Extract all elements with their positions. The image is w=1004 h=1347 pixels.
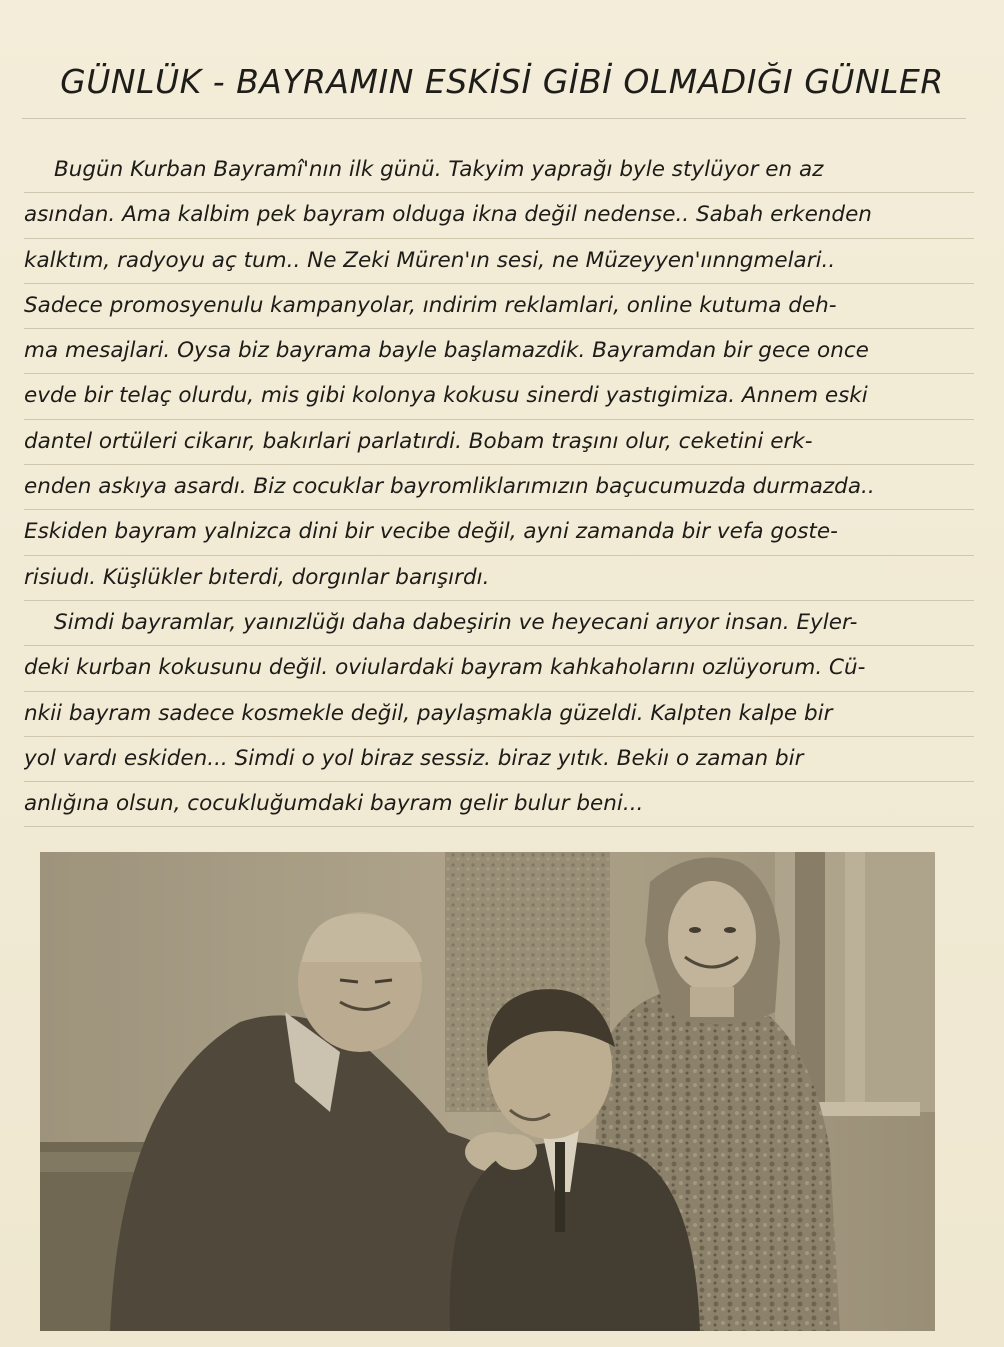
text-line: anlığına olsun, cocukluğumdaki bayram gelir bulur beni...	[24, 782, 974, 827]
family-photo	[40, 852, 935, 1331]
family-photo-icon	[40, 852, 935, 1331]
text-line: nkii bayram sadece kosmekle değil, paylaşmakla güzeldi. Kalpten kalpe bir	[24, 692, 974, 737]
text-line: evde bir telaç olurdu, mis gibi kolonya kokusu sinerdi yastıgimiza. Annem eski	[24, 374, 974, 419]
title-rule	[22, 118, 966, 119]
text-line: asından. Ama kalbim pek bayram olduga ikna değil nedense.. Sabah erkenden	[24, 193, 974, 238]
text-line: risiudı. Küşlükler bıterdi, dorgınlar barışırdı.	[24, 556, 974, 601]
text-line: Bugün Kurban Bayramî'nın ilk günü. Takyim yaprağı byle stylüyor en az	[24, 148, 974, 193]
text-line: yol vardı eskiden... Simdi o yol biraz sessiz. biraz yıtık. Bekiı o zaman bir	[24, 737, 974, 782]
diary-text	[24, 148, 974, 827]
text-line: dantel ortüleri cikarır, bakırlari parlatırdi. Bobam traşını olur, ceketini erk-	[24, 420, 974, 465]
text-line: enden askıya asardı. Biz cocuklar bayromliklarımızın baçucumuzda durmazda..	[24, 465, 974, 510]
text-line: deki kurban kokusunu değil. oviulardaki bayram kahkaholarını ozlüyorum. Cü-	[24, 646, 974, 691]
text-line: Simdi bayramlar, yaınızlüğı daha dabeşirin ve heyecani arıyor insan. Eyler-	[24, 601, 974, 646]
text-line: Sadece promosyenulu kampanyolar, ındirim reklamlari, online kutuma deh-	[24, 284, 974, 329]
text-line: Eskiden bayram yalnizca dini bir vecibe değil, ayni zamanda bir vefa goste-	[24, 510, 974, 555]
text-line: kalktım, radyoyu aç tum.. Ne Zeki Müren'ın sesi, ne Müzeyyen'ıınngmelari..	[24, 239, 974, 284]
page-title: GÜNLÜK - BAYRAMIN ESKİSİ GİBİ OLMADIĞI GÜNLER	[60, 62, 944, 101]
text-line: ma mesajlari. Oysa biz bayrama bayle başlamazdik. Bayramdan bir gece once	[24, 329, 974, 374]
